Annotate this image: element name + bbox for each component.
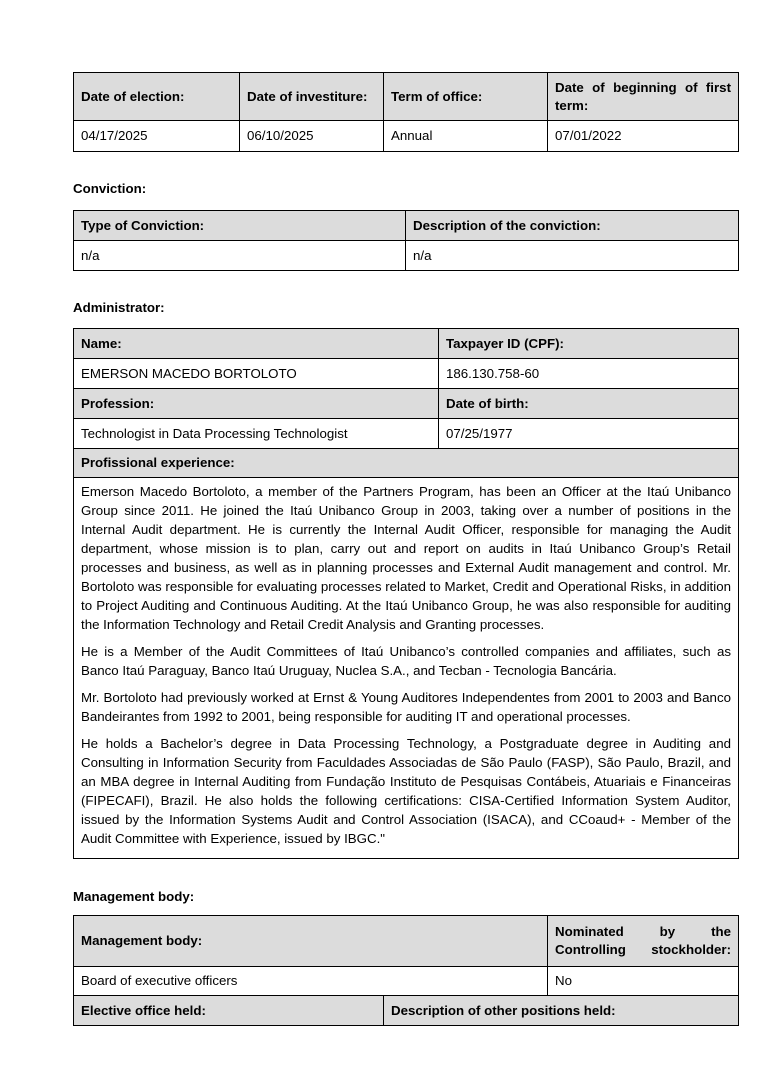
conviction-label: Conviction: — [73, 181, 147, 196]
conviction-type-header: Type of Conviction: — [74, 211, 406, 241]
date-of-beginning-value: 07/01/2022 — [548, 121, 739, 152]
date-of-investiture-header: Date of investiture: — [240, 73, 384, 121]
date-of-election-header: Date of election: — [74, 73, 240, 121]
conviction-type-value: n/a — [74, 241, 406, 271]
term-of-office-value: Annual — [384, 121, 548, 152]
experience-paragraph: Emerson Macedo Bortoloto, a member of the Partners Program, has been an Officer at the Itaú Unibanco Group since 2011. He joined the Itaú Unibanco Group in 2003, taking over a number of positions in the Internal Audit department. He is currently the Internal Audit Officer, responsible for managing the Audit department, whose mission is to plan, carry out and report on audits in Itaú Unibanco Group’s Retail processes and business, as well as in planning processes and External Audit management and control. Mr. Bortoloto was responsible for evaluating processes related to Market, Credit and Operational Risks, in addition to Project Auditing and Continuous Auditing. At the Itaú Unibanco Group, he was also responsible for auditing the Information Technology and Retail Credit Analysis and Granting processes. — [81, 484, 731, 632]
nominated-value: No — [548, 967, 739, 996]
management-body-header: Management body: — [74, 916, 548, 967]
conviction-description-value: n/a — [406, 241, 739, 271]
term-of-office-header: Term of office: — [384, 73, 548, 121]
cpf-header: Taxpayer ID (CPF): — [439, 329, 739, 359]
date-of-birth-value: 07/25/1977 — [439, 419, 739, 449]
name-value: EMERSON MACEDO BORTOLOTO — [74, 359, 439, 389]
administrator-table — [73, 328, 739, 859]
nominated-by-controlling-header: Nominated by the Controlling stockholder: — [548, 916, 739, 967]
administrator-label: Administrator: — [73, 300, 165, 315]
cpf-value: 186.130.758-60 — [439, 359, 739, 389]
name-header: Name: — [74, 329, 439, 359]
elective-office-header: Elective office held: — [74, 996, 384, 1026]
experience-paragraph: He is a Member of the Audit Committees of Itaú Unibanco’s controlled companies and affiliates, such as Banco Itaú Paraguay, Banco Itaú Uruguay, Nuclea S.A., and Tecban - Tecnologia Bancária. — [81, 644, 731, 678]
conviction-table — [73, 210, 739, 271]
profession-header: Profession: — [74, 389, 439, 419]
management-body-value: Board of executive officers — [74, 967, 548, 996]
date-of-election-value: 04/17/2025 — [74, 121, 240, 152]
experience-paragraph: He holds a Bachelor’s degree in Data Processing Technology, a Postgraduate degree in Auditing and Consulting in Information Security from Faculdades Associadas de São Paulo (FASP), São Paulo, Brazil, and an MBA degree in Internal Auditing from Fundação Instituto de Pesquisas Contábeis, Atuariais e Financeiras (FIPECAFI), Brazil. He also holds the following certifications: CISA-Certified Information System Auditor, issued by the Information Systems Audit and Control Association (ISACA), and CCoaud+ - Member of the Audit Committee with Experience, issued by IBGC." — [81, 736, 731, 846]
professional-experience-header: Profissional experience: — [74, 449, 739, 478]
election-table — [73, 72, 739, 152]
professional-experience-text — [74, 478, 739, 859]
date-of-beginning-header: Date of beginning of first term: — [548, 73, 739, 121]
management-body-label: Management body: — [73, 889, 195, 904]
conviction-description-header: Description of the conviction: — [406, 211, 739, 241]
profession-value: Technologist in Data Processing Technologist — [74, 419, 439, 449]
other-positions-header: Description of other positions held: — [384, 996, 739, 1026]
management-body-table — [73, 915, 739, 1026]
date-of-birth-header: Date of birth: — [439, 389, 739, 419]
date-of-investiture-value: 06/10/2025 — [240, 121, 384, 152]
experience-paragraph: Mr. Bortoloto had previously worked at Ernst & Young Auditores Independentes from 2001 to 2003 and Banco Bandeirantes from 1992 to 2001, being responsible for auditing IT and operational processes. — [81, 690, 731, 724]
